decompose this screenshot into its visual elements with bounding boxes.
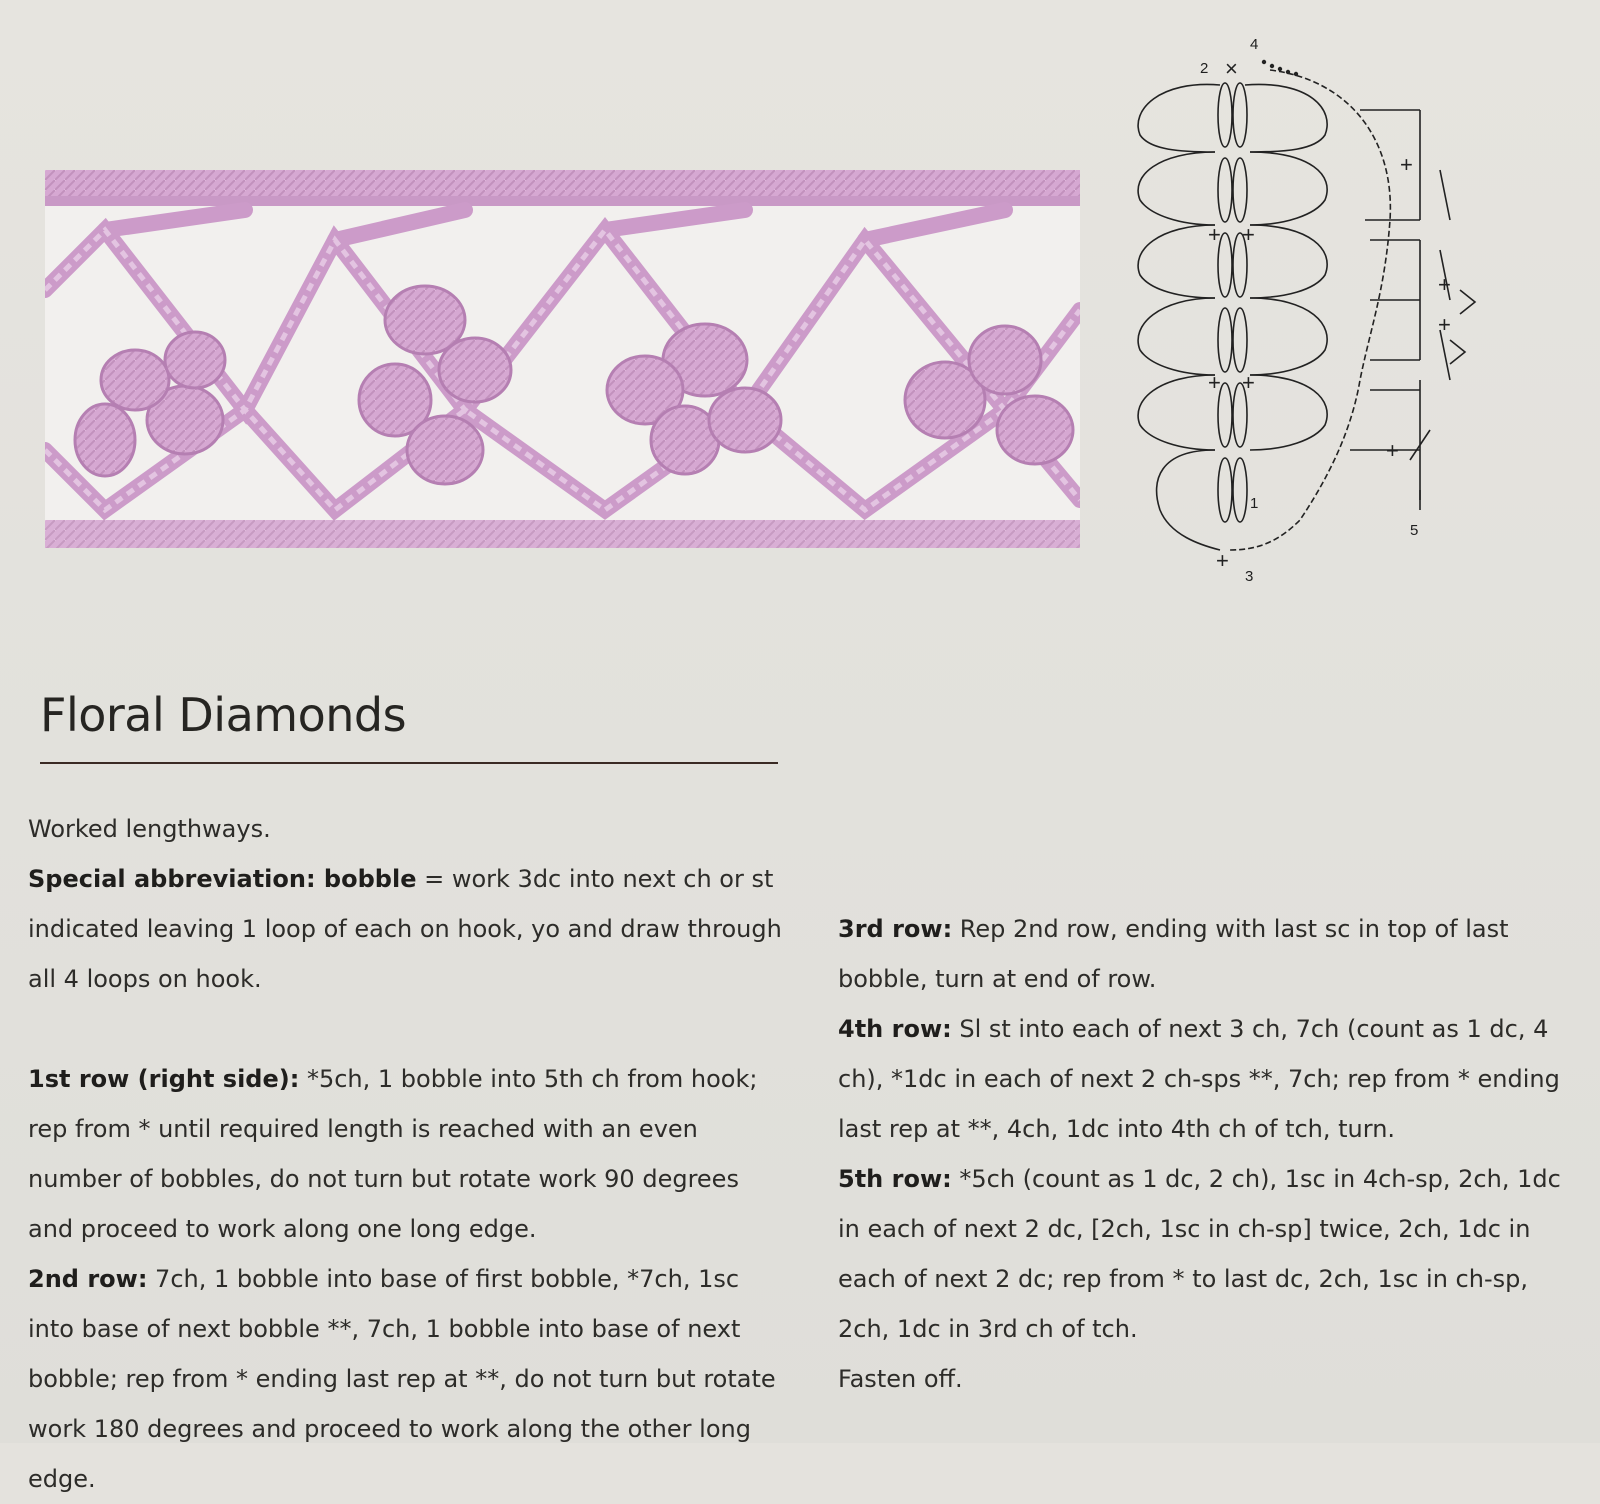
svg-text:+: + [1208,370,1221,395]
crochet-sample-photo [45,170,1080,548]
svg-text:+: + [1386,438,1399,463]
svg-text:+: + [1438,272,1451,297]
svg-text:+: + [1242,222,1255,247]
row-5-label: 5th row: [838,1165,952,1193]
stitch-chart-diagram [1120,36,1520,600]
paragraph-gap [28,1004,788,1054]
row-3-text: Rep 2nd row, ending with last sc in top of last bobble, turn at end of row. [838,915,1509,993]
row-number-1: 1 [1250,495,1259,512]
row-4-instruction [838,1004,1568,1154]
center-bobble-column [1218,83,1247,522]
special-abbreviation-text: = work 3dc into next ch or st indicated leaving 1 loop of each on hook, yo and draw through all 4 loops on hook. [28,865,782,993]
svg-text:×: × [1225,56,1238,81]
row-number-5: 5 [1410,522,1419,539]
svg-text:+: + [1400,152,1413,177]
fasten-off-text: Fasten off. [838,1365,963,1393]
title-underline [40,762,778,764]
row-2-instruction [28,1254,788,1504]
stitch-symbol-chart [1120,40,1520,600]
instructions-right-column [838,804,1568,1404]
instructions-left-column [28,804,788,1504]
row-3-instruction [838,904,1568,1004]
special-abbreviation [28,854,788,1004]
row-1-text: *5ch, 1 bobble into 5th ch from hook; rep from * until required length is reached with an even number of bobbles, do not turn but rotate work 90 degrees and proceed to work along one long edge. [28,1065,758,1243]
pattern-title: Floral Diamonds [40,688,407,742]
row-4-text: Sl st into each of next 3 ch, 7ch (count as 1 dc, 4 ch), *1dc in each of next 2 ch-sps **, 7ch; rep from * ending last rep at **, 4ch, 1dc into 4th ch of tch, turn. [838,1015,1560,1143]
row-1-instruction [28,1054,788,1254]
row-2-text: 7ch, 1 bobble into base of first bobble, *7ch, 1sc into base of next bobble **, 7ch, 1 bobble into base of next bobble; rep from * ending last rep at **, do not turn but rotate work 180 degrees and proceed to work along the other long edge. [28,1265,776,1493]
row-number-3: 3 [1245,568,1254,585]
row-4-label: 4th row: [838,1015,952,1043]
row-1-label: 1st row (right side): [28,1065,300,1093]
row-3-label: 3rd row: [838,915,953,943]
row-5-instruction [838,1154,1568,1354]
intro-text: Worked lengthways. [28,815,271,843]
row-number-2: 2 [1200,60,1209,77]
svg-text:+: + [1216,548,1229,573]
row-2-label: 2nd row: [28,1265,148,1293]
svg-text:+: + [1208,222,1221,247]
svg-text:+: + [1242,370,1255,395]
crochet-lace-image [45,170,1080,548]
svg-text:+: + [1438,312,1451,337]
special-abbreviation-label: Special abbreviation: bobble [28,865,417,893]
row-5-text: *5ch (count as 1 dc, 2 ch), 1sc in 4ch-sp, 2ch, 1dc in each of next 2 dc, [2ch, 1sc in ch-sp] twice, 2ch, 1dc in each of next 2 dc; rep from * to last dc, 2ch, 1sc in ch-sp, 2ch, 1dc in 3rd ch of tch. [838,1165,1561,1343]
row-number-4: 4 [1250,36,1259,53]
